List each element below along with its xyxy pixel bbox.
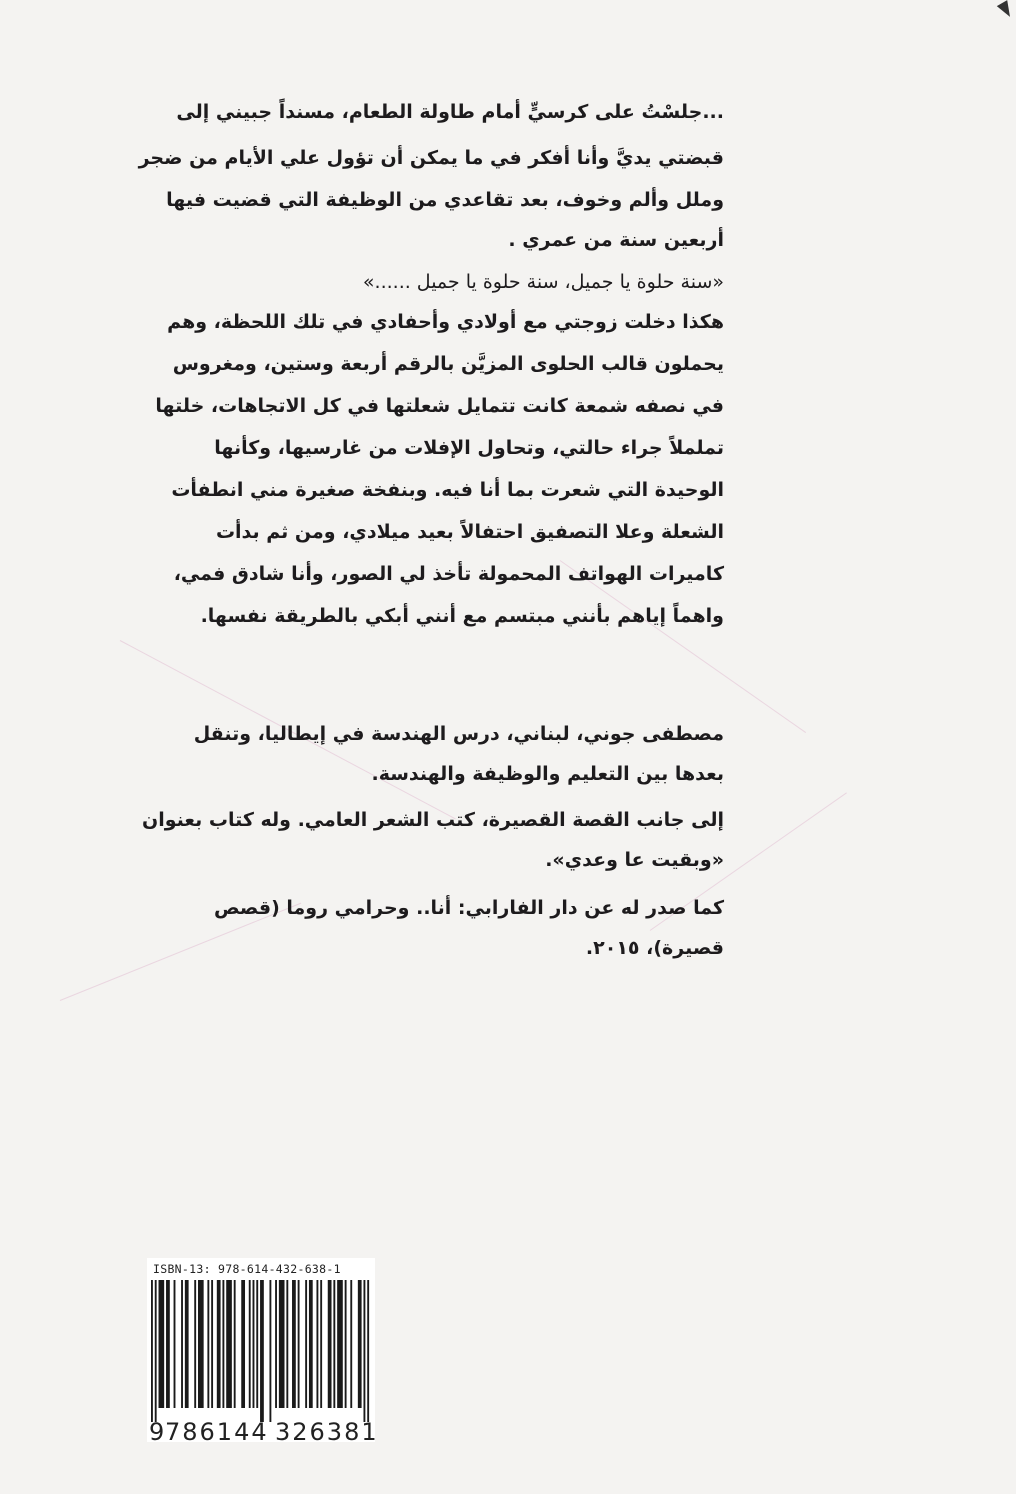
barcode-bar [198, 1280, 204, 1408]
excerpt-line: تململاً جراء حالتي، وتحاول الإفلات من غارسيها، وكأنها [214, 437, 724, 459]
excerpt-line: واهماً إياهم بأنني مبتسم مع أنني أبكي بالطريقة نفسها. [200, 605, 724, 627]
barcode-bar [328, 1280, 332, 1408]
excerpt-quote: «سنة حلوة يا جميل، سنة حلوة يا جميل ......» [362, 271, 724, 293]
barcode-bar [174, 1280, 176, 1408]
barcode-bar [226, 1280, 232, 1408]
barcode-bar [269, 1280, 271, 1422]
bio-line: بعدها بين التعليم والوظيفة والهندسة. [371, 763, 724, 785]
barcode-bar [151, 1280, 153, 1422]
bio-line: كما صدر له عن دار الفارابي: أنا.. وحرامي روما (قصص [214, 897, 724, 919]
barcode-bar [350, 1280, 352, 1408]
isbn-label: ISBN-13: 978-614-432-638-1 [153, 1262, 341, 1276]
barcode-bar [358, 1280, 362, 1408]
bio-line: قصيرة)، ٢٠١٥. [585, 937, 724, 959]
barcode-bar [279, 1280, 285, 1408]
excerpt-line: الوحيدة التي شعرت بما أنا فيه. وبنفخة صغيرة مني انطفأت [171, 479, 724, 501]
excerpt-line: ...جلسْتُ على كرسيٍّ أمام طاولة الطعام، مسنداً جبيني إلى [176, 101, 724, 123]
excerpt-line: كاميرات الهواتف المحمولة تأخذ لي الصور، وأنا شادق فمي، [173, 563, 724, 585]
barcode-bar [305, 1280, 307, 1408]
excerpt-line: يحملون قالب الحلوى المزيَّن بالرقم أربعة وستين، ومغروس [172, 353, 724, 375]
barcode-bar [166, 1280, 170, 1408]
isbn-barcode [147, 1258, 379, 1446]
excerpt-line: هكذا دخلت زوجتي مع أولادي وأحفادي في تلك اللحظة، وهم [167, 311, 724, 333]
barcode-bar [363, 1280, 365, 1422]
barcode-bar [345, 1280, 347, 1408]
barcode-bar [316, 1280, 318, 1408]
barcode-bar [234, 1280, 236, 1408]
barcode-bar [275, 1280, 277, 1408]
excerpt-line: في نصفه شمعة كانت تتمايل شعلتها في كل الاتجاهات، خلتها [155, 395, 724, 417]
excerpt-line: وملل وألم وخوف، بعد تقاعدي من الوظيفة التي قضيت فيها [166, 189, 724, 211]
barcode-bar [256, 1280, 258, 1408]
bio-line: إلى جانب القصة القصيرة، كتب الشعر العامي. وله كتاب بعنوان [141, 809, 724, 831]
barcode-bar [249, 1280, 251, 1408]
barcode-bar [253, 1280, 255, 1408]
barcode-bar [181, 1280, 183, 1408]
barcode-bar [185, 1280, 189, 1408]
excerpt-line: أربعين سنة من عمري . [508, 229, 724, 251]
corner-mark [997, 0, 1015, 20]
barcode-bar [320, 1280, 322, 1408]
barcode-digit-group-1: 786144 [165, 1418, 269, 1446]
barcode-bar [241, 1280, 245, 1408]
barcode-bar [194, 1280, 196, 1408]
barcode-digit-first: 9 [149, 1418, 165, 1446]
barcode-bar [367, 1280, 369, 1422]
excerpt-line: الشعلة وعلا التصفيق احتفالاً بعيد ميلادي، ومن ثم بدأت [215, 521, 724, 543]
barcode-bars [151, 1280, 371, 1422]
barcode-bar [207, 1280, 209, 1408]
barcode-bar [211, 1280, 213, 1408]
barcode-bar [286, 1280, 288, 1408]
barcode-bar [292, 1280, 296, 1408]
barcode-bar [222, 1280, 224, 1408]
barcode-bar [159, 1280, 165, 1408]
barcode-digit-group-2: 326381 [275, 1418, 379, 1446]
barcode-bar [337, 1280, 343, 1408]
bio-line: مصطفى جوني، لبناني، درس الهندسة في إيطاليا، وتنقل [193, 723, 724, 745]
barcode-bar [260, 1280, 264, 1422]
barcode-bar [333, 1280, 335, 1408]
excerpt-line: قبضتي يديَّ وأنا أفكر في ما يمكن أن تؤول علي الأيام من ضجر [138, 147, 724, 169]
barcode-bar [155, 1280, 157, 1422]
bio-line: «وبقيت عا وعدي». [545, 849, 724, 871]
barcode-bar [309, 1280, 313, 1408]
barcode-bar [298, 1280, 300, 1408]
barcode-bar [217, 1280, 221, 1408]
